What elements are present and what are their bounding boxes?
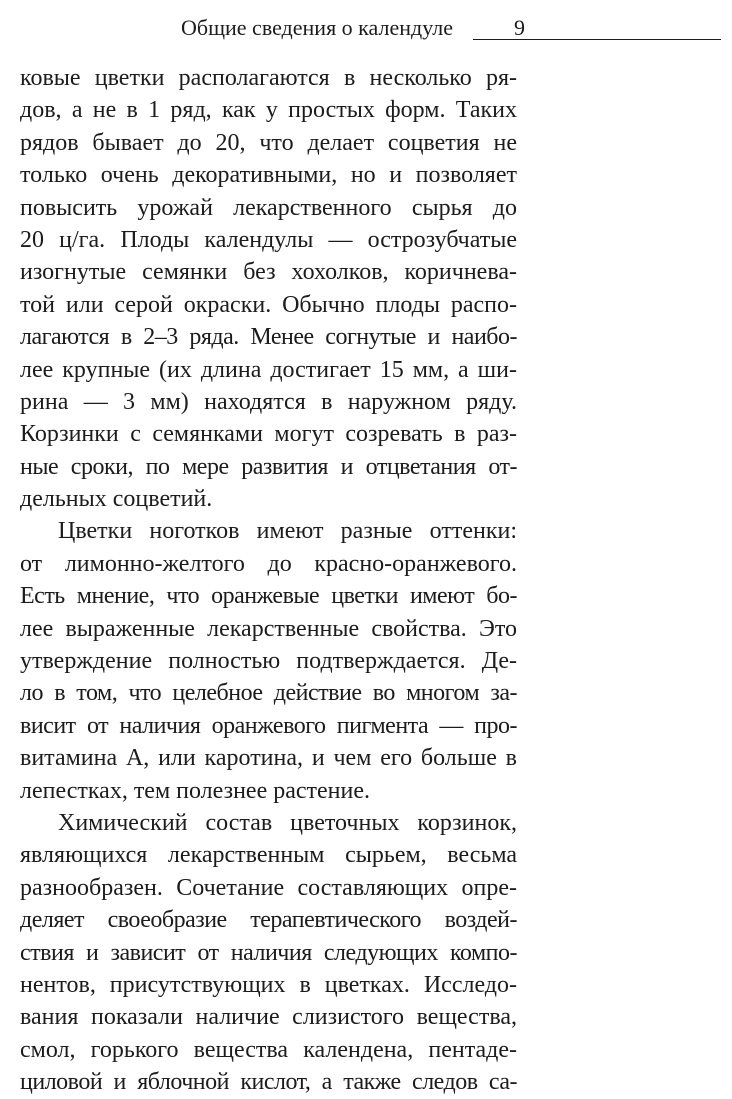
text-line: дельных соцветий.: [20, 486, 213, 513]
text-line: Цветки ноготков имеют разные оттенки:: [58, 518, 517, 545]
text-line: повысить урожай лекарственного сырья до: [20, 194, 517, 221]
body-text: [20, 62, 517, 1099]
running-header-title: Общие сведения о календуле: [181, 15, 453, 40]
text-line: смол, горького вещества календена, пентаде-: [20, 1036, 517, 1063]
text-line: лагаются в 2–3 ряда. Менее согнутые и наибо-: [20, 324, 517, 351]
text-line: Корзинки с семянками могут созревать в раз-: [20, 421, 517, 448]
running-header: [0, 14, 732, 44]
text-line: нентов, присутствующих в цветках. Исследо-: [20, 971, 517, 998]
text-line: циловой и яблочной кислот, а также следов са-: [20, 1069, 517, 1096]
paragraph-2: [20, 515, 517, 807]
text-line: утверждение полностью подтверждается. Де-: [20, 648, 517, 675]
text-line: 20 ц/га. Плоды календулы — острозубчатые: [20, 226, 517, 253]
text-line: лее крупные (их длина достигает 15 мм, а ши-: [20, 356, 517, 383]
text-line: Химический состав цветочных корзинок,: [58, 809, 517, 836]
paragraph-3: [20, 807, 517, 1099]
text-line: Есть мнение, что оранжевые цветки имеют бо-: [20, 583, 517, 610]
text-line: лепестках, тем полезнее растение.: [20, 777, 371, 804]
text-line: являющихся лекарственным сырьем, весьма: [20, 842, 517, 869]
text-line: разнообразен. Сочетание составляющих опре-: [20, 874, 517, 901]
text-line: вания показали наличие слизистого вещества,: [20, 1004, 517, 1031]
text-line: той или серой окраски. Обычно плоды распо-: [20, 291, 517, 318]
text-line: от лимонно-желтого до красно-оранжевого.: [20, 550, 517, 577]
text-line: деляет своеобразие терапевтического воздей-: [20, 907, 517, 934]
text-line: только очень декоративными, но и позволяет: [20, 162, 517, 189]
text-line: рина — 3 мм) находятся в наружном ряду.: [20, 388, 517, 415]
text-line: ствия и зависит от наличия следующих компо-: [20, 939, 517, 966]
text-line: лее выраженные лекарственные свойства. Это: [20, 615, 517, 642]
header-rule: [473, 39, 721, 40]
text-line: ло в том, что целебное действие во многом за-: [20, 680, 517, 707]
text-line: ные сроки, по мере развития и отцветания от-: [20, 453, 517, 480]
text-line: дов, а не в 1 ряд, как у простых форм. Таких: [20, 97, 517, 124]
text-line: рядов бывает до 20, что делает соцветия не: [20, 129, 517, 156]
text-line: изогнутые семянки без хохолков, коричнева-: [20, 259, 517, 286]
text-line: ковые цветки располагаются в несколько ря-: [20, 65, 517, 91]
text-line: витамина А, или каротина, и чем его больше в: [20, 745, 517, 772]
page-number: 9: [514, 15, 525, 40]
text-line: висит от наличия оранжевого пигмента — про-: [20, 712, 517, 739]
paragraph-1: [20, 62, 517, 515]
